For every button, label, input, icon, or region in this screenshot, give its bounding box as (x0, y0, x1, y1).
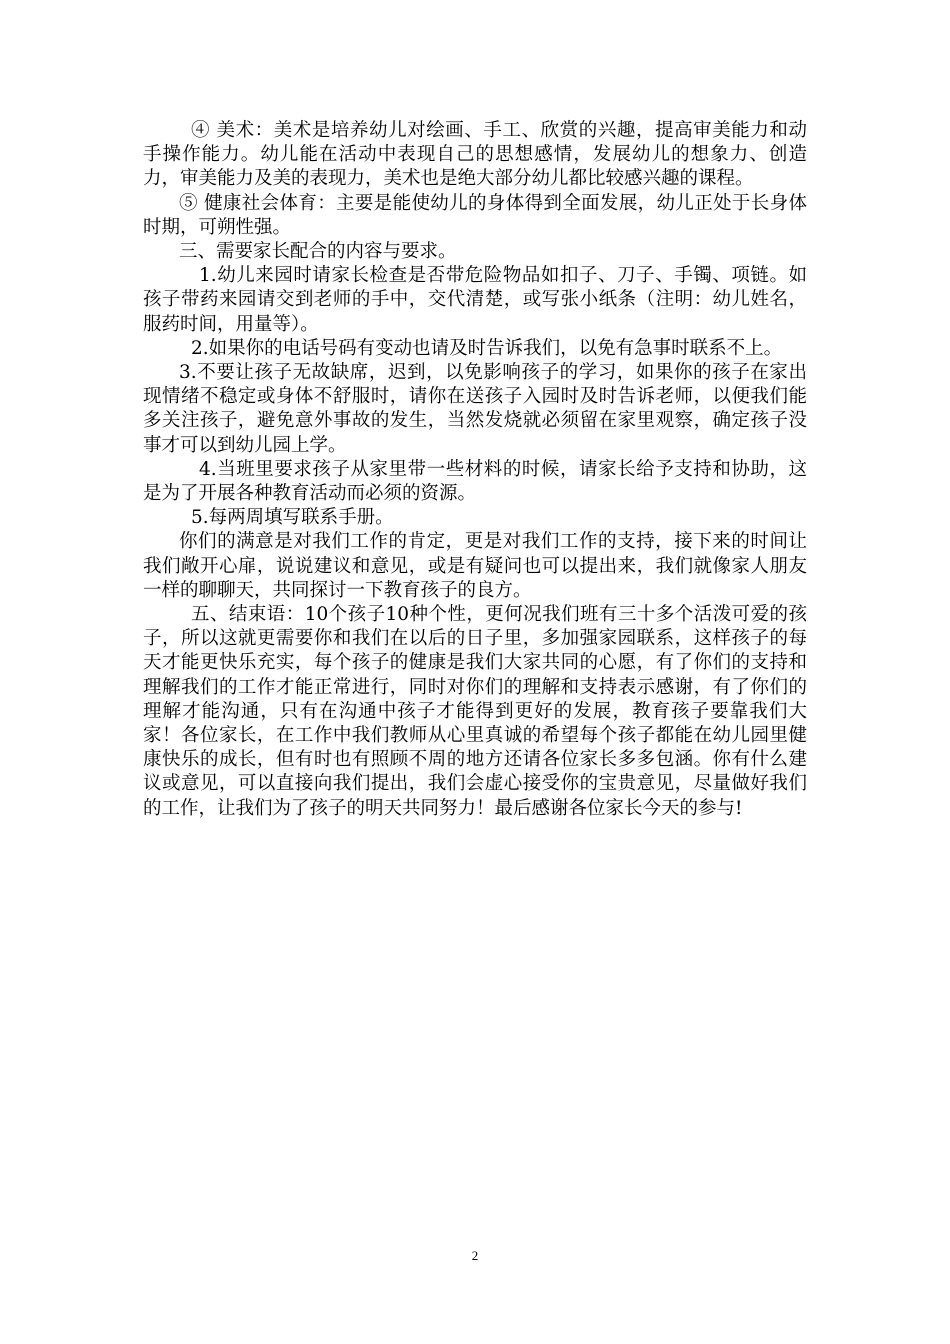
document-body (143, 119, 807, 821)
paragraph-art: ④ 美术：美术是培养幼儿对绘画、手工、欣赏的兴趣，提高审美能力和动手操作能力。幼儿能在活动中表现自己的思想感情，发展幼儿的想象力、创造力，审美能力及美的表现力，美术也是绝大部分幼儿都比较感兴趣的课程。 (143, 120, 807, 190)
paragraph-health-pe: ⑤ 健康社会体育：主要是能使幼儿的身体得到全面发展，幼儿正处于长身体时期，可朔性强。 (143, 192, 807, 238)
list-item-3: 3.不要让孩子无故缺席，迟到，以免影响孩子的学习，如果你的孩子在家出现情绪不稳定或身体不舒服时，请你在送孩子入园时及时告诉老师，以便我们能多关注孩子，避免意外事故的发生，当然发烧就必须留在家里观察，确定孩子没事才可以到幼儿园上学。 (143, 362, 807, 456)
list-item-4: 4.当班里要求孩子从家里带一些材料的时候，请家长给予支持和协助，这是为了开展各种教育活动而必须的资源。 (143, 458, 807, 505)
list-item-1: 1.幼儿来园时请家长检查是否带危险物品如扣子、刀子、手镯、项链。如孩子带药来园请交到老师的手中，交代清楚，或写张小纸条（注明：幼儿姓名，服药时间，用量等）。 (143, 265, 807, 335)
paragraph-closing-remarks: 五、结束语：10个孩子10种个性，更何况我们班有三十多个活泼可爱的孩子，所以这就更需要你和我们在以后的日子里，多加强家园联系，这样孩子的每天才能更快乐充实，每个孩子的健康是我们大家共同的心愿，有了你们的支持和理解我们的工作才能正常进行，同时对你们的理解和支持表示感谢，有了你们的理解才能沟通，只有在沟通中孩子才能得到更好的发展，教育孩子要靠我们大家！各位家长，在工作中我们教师从心里真诚的希望每个孩子都能在幼儿园里健康快乐的成长，但有时也有照顾不周的地方还请各位家长多多包涵。你有什么建议或意见，可以直接向我们提出，我们会虚心接受你的宝贵意见，尽量做好我们的工作，让我们为了孩子的明天共同努力！最后感谢各位家长今天的参与! (143, 604, 807, 819)
list-item-5: 5.每两周填写联系手册。 (191, 507, 394, 529)
section-heading-parent-cooperation: 三、需要家长配合的内容与要求。 (179, 241, 457, 263)
list-item-2: 2.如果你的电话号码有变动也请及时告诉我们，以免有急事时联系不上。 (191, 337, 783, 359)
page-number: 2 (471, 1248, 479, 1263)
paragraph-satisfaction: 你们的满意是对我们工作的肯定，更是对我们工作的支持，接下来的时间让我们敞开心扉，说说建议和意见，或是有疑问也可以提出来，我们就像家人朋友一样的聊聊天，共同探讨一下教育孩子的良方。 (143, 531, 807, 601)
